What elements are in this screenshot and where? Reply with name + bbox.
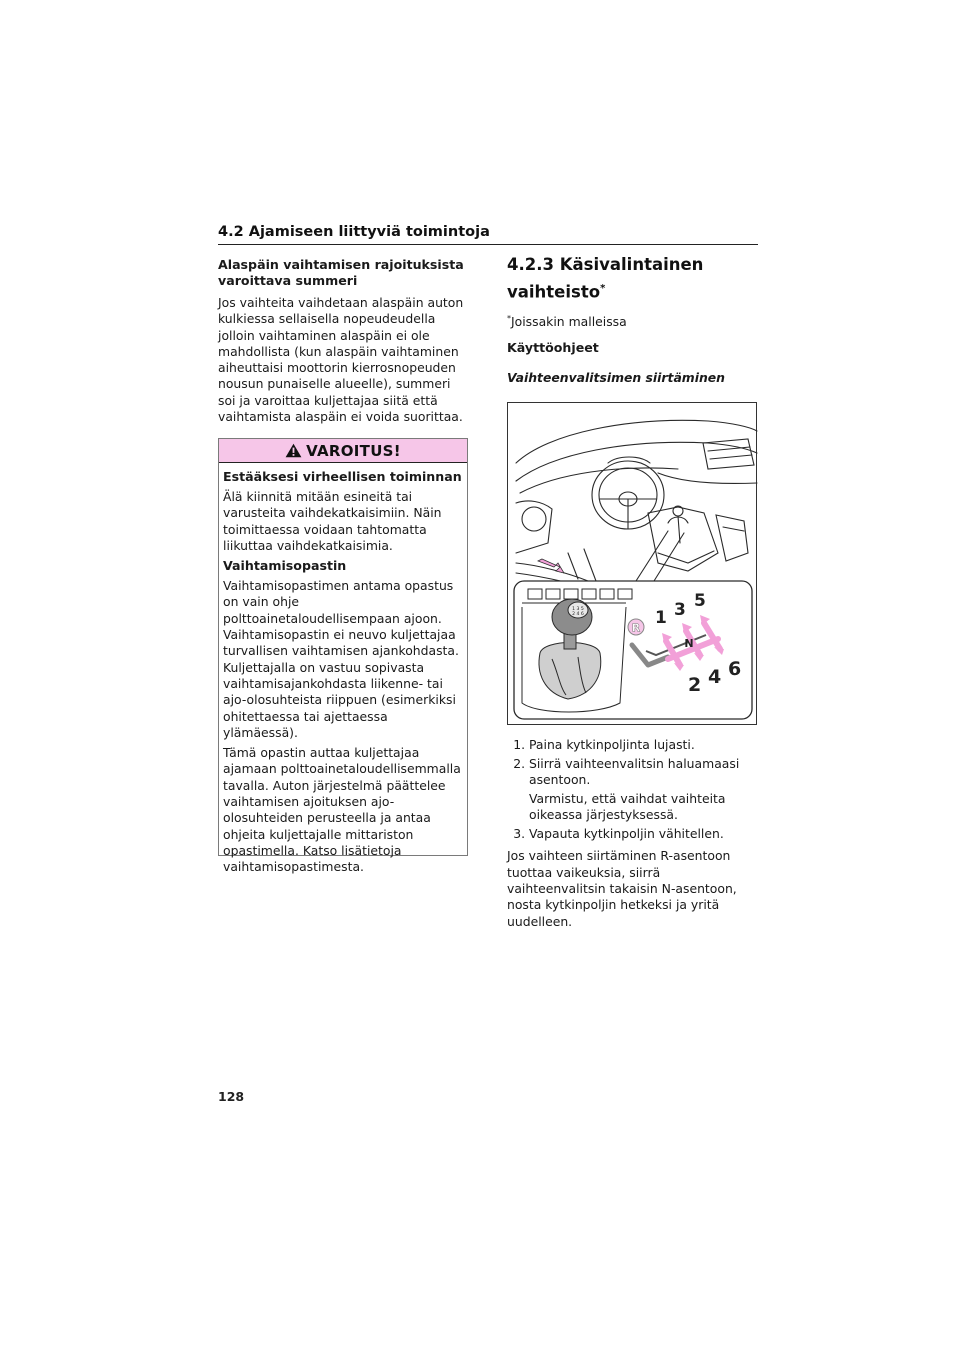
neutral-label: N (684, 636, 694, 650)
gear-4-label: 4 (708, 665, 722, 688)
heading-asterisk: * (600, 283, 606, 294)
section-header: 4.2 Ajamiseen liittyviä toimintoja (218, 224, 490, 240)
step-1 (529, 737, 759, 753)
instruction-steps (507, 737, 759, 843)
warning-paragraph-3: Tämä opastin auttaa kuljettajaa ajamaan polttoainetaloudellisemmalla tavalla. Auton järjestelmä päättelee vaihtamisen ajoituksen ajo-olosuhteiden perusteella ja antaa ohjeita kuljettajalle mittariston opastimella. Katso lisätietoja vaihtamisopastimesta. (223, 745, 461, 875)
knob-label-bottom: 2 4 6 (572, 611, 584, 617)
step-3 (529, 826, 759, 842)
warning-subheading-1: Estääksesi virheellisen toiminnan (223, 469, 462, 484)
warning-paragraph-2: Vaihtamisopastimen antama opastus on vain ohje polttoainetaloudellisempaan ajoon. Vaihtamisopastin ei neuvo kuljettajaa turvallisen vaihtamisen ajankohdasta. Kuljettajalla on vastuu sopivasta vaihtamisajankohdasta liikenne- tai ajo-olosuhteista riippuen (esimerkiksi ohitettaessa tai ajettaessa ylämäessä). (223, 578, 459, 740)
instructions-heading: Käyttöohjeet (507, 339, 599, 355)
section-divider (218, 244, 758, 245)
model-footnote (507, 311, 759, 330)
gear-6-label: 6 (728, 657, 742, 680)
footnote-text: Joissakin malleissa (511, 313, 627, 329)
section-heading (507, 253, 759, 305)
warning-subheading-2: Vaihtamisopastin (223, 558, 347, 574)
page-number: 128 (218, 1089, 245, 1104)
warning-header (219, 439, 467, 463)
warning-box (218, 438, 468, 875)
right-column (507, 253, 759, 936)
step-1-text: Paina kytkinpoljinta lujasti. (529, 736, 695, 752)
car-interior-drawing (508, 403, 758, 726)
gear-1-label: 1 (655, 607, 667, 628)
reverse-label: R (631, 621, 641, 635)
section-heading-text: 4.2.3 Käsivalintainen vaihteisto (507, 255, 704, 302)
step-2-text: Siirrä vaihteenvalitsin haluamaasi asentoon. (529, 755, 740, 788)
step-3-text: Vapauta kytkinpoljin vähitellen. (529, 826, 724, 842)
shift-lever-heading: Vaihteenvalitsimen siirtäminen (507, 369, 726, 385)
warning-body (219, 463, 467, 876)
gear-3-label: 3 (674, 599, 686, 620)
warning-triangle-icon (285, 443, 302, 458)
gear-shift-illustration (507, 402, 757, 725)
right-paragraph: Jos vaihteen siirtäminen R-asentoon tuottaa vaikeuksia, siirrä vaihteenvalitsin takaisin N-asentoon, nosta kytkinpoljin hetkeksi ja yritä uudelleen. (507, 848, 737, 929)
left-column (218, 257, 470, 431)
knob-label-top: 1 3 5 (572, 606, 584, 612)
warning-title: VAROITUS! (306, 441, 401, 460)
footnote-asterisk: * (507, 313, 511, 323)
warning-paragraph-1: Älä kiinnitä mitään esineitä tai varusteita vaihdekatkaisimiin. Näin toimittaessa voidaan tahtomatta liikuttaa vaihdekatkaisimia. (223, 489, 442, 553)
step-2-note: Varmistu, että vaihdat vaihteita oikeassa järjestyksessä. (529, 790, 726, 822)
step-2 (529, 756, 759, 823)
gear-5-label: 5 (694, 590, 706, 611)
left-paragraph: Jos vaihteita vaihdetaan alaspäin auton kulkiessa sellaisella nopeudeudella jolloin vaihtaminen alaspäin ei ole mahdollista (kun alaspäin vaihtaminen aiheuttaisi moottorin kierrosnopeuden nousun punaiselle alueelle), summeri soi ja varoittaa kuljettajaa siitä että vaihtamista alaspäin ei voida suorittaa. (218, 295, 464, 425)
gear-2-label: 2 (688, 673, 702, 696)
left-subheading: Alaspäin vaihtamisen rajoituksista varoittava summeri (218, 257, 464, 288)
